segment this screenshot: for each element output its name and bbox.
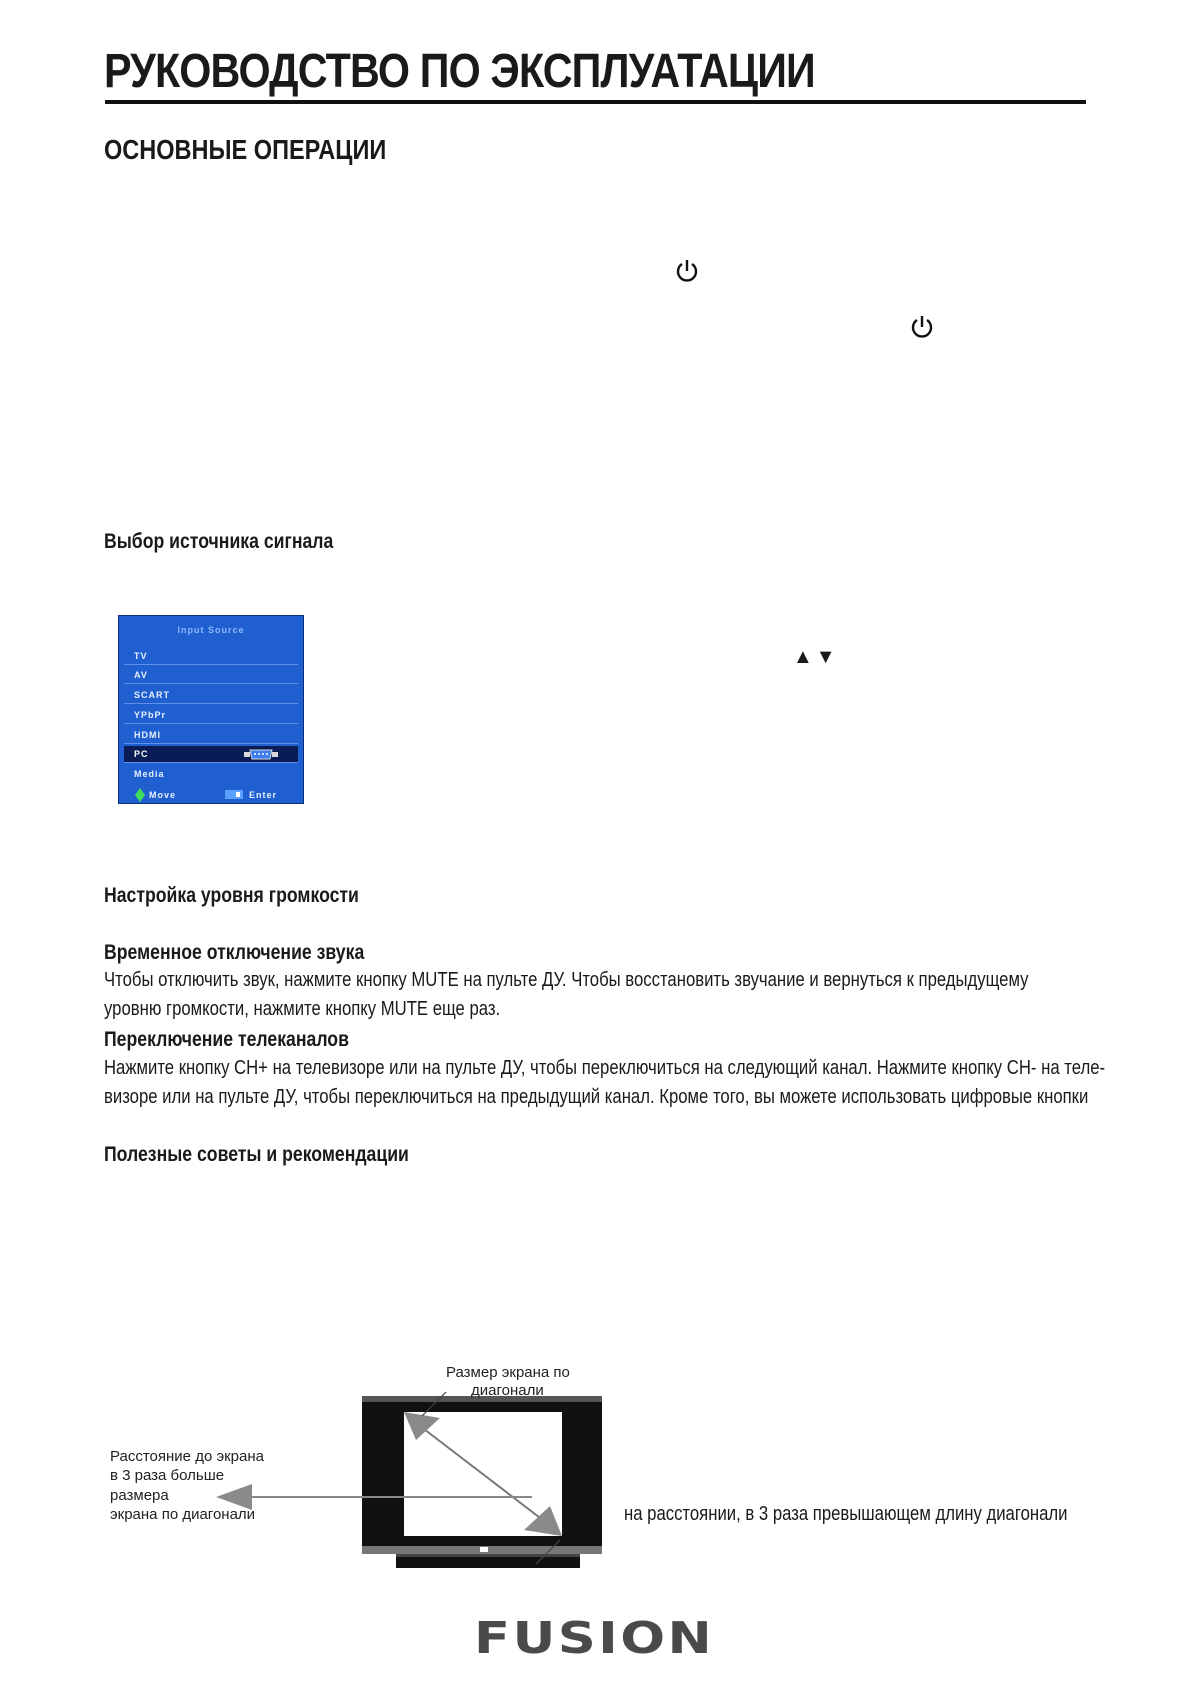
input-source-menu bbox=[118, 615, 304, 804]
mute-text-line2: уровню громкости, нажмите кнопку MUTE еще раз. bbox=[104, 998, 501, 1020]
mute-text-line1: Чтобы отключить звук, нажмите кнопку MUTE на пульте ДУ. Чтобы восстановить звучание и вернуться к предыдущему bbox=[104, 969, 1029, 991]
source-heading: Выбор источника сигнала bbox=[104, 530, 334, 553]
osd-item-ypbpr[interactable]: YPbPr bbox=[124, 707, 298, 724]
channel-heading: Переключение телеканалов bbox=[104, 1028, 349, 1051]
osd-footer bbox=[119, 787, 303, 803]
brand-logo: FUSION bbox=[474, 1613, 715, 1664]
volume-heading: Настройка уровня громкости bbox=[104, 884, 359, 907]
channel-text-line2: визоре или на пульте ДУ, чтобы переключиться на предыдущий канал. Кроме того, вы можете использовать цифровые кнопки bbox=[104, 1086, 1089, 1108]
page-title: РУКОВОДСТВО ПО ЭКСПЛУАТАЦИИ bbox=[104, 45, 815, 98]
channel-text-line1: Нажмите кнопку CH+ на телевизоре или на пульте ДУ, чтобы переключиться на следующий канал. Нажмите кнопку CH- на теле- bbox=[104, 1057, 1106, 1079]
osd-item-av[interactable]: AV bbox=[124, 667, 298, 684]
osd-enter-label: Enter bbox=[249, 790, 278, 800]
tips-heading: Полезные советы и рекомендации bbox=[104, 1143, 409, 1166]
distance-arrow bbox=[216, 1482, 536, 1512]
osd-title: Input Source bbox=[177, 625, 245, 635]
distance-label-1: Расстояние до экрана bbox=[110, 1448, 264, 1465]
diagram-caption: на расстоянии, в 3 раза превышающем длину диагонали bbox=[624, 1503, 1068, 1525]
osd-item-tv[interactable]: TV bbox=[124, 648, 298, 665]
power-icon bbox=[674, 258, 700, 284]
osd-move-label: Move bbox=[149, 790, 177, 800]
arrow-up-down-icon: ▲▼ bbox=[793, 646, 839, 668]
mute-heading: Временное отключение звука bbox=[104, 941, 365, 964]
enter-icon bbox=[225, 790, 243, 799]
osd-item-pc-label: PC bbox=[134, 749, 149, 759]
osd-item-media[interactable]: Media bbox=[134, 769, 165, 779]
diagonal-label-2: диагонали bbox=[471, 1382, 544, 1399]
move-icon bbox=[135, 788, 145, 802]
distance-label-2: в 3 раза больше bbox=[110, 1467, 225, 1484]
vga-connector-icon bbox=[244, 749, 278, 760]
diagonal-label-1: Размер экрана по bbox=[446, 1364, 570, 1381]
section-title: ОСНОВНЫЕ ОПЕРАЦИИ bbox=[104, 134, 387, 165]
osd-item-scart[interactable]: SCART bbox=[124, 687, 298, 704]
power-icon bbox=[909, 314, 935, 340]
distance-label-4: экрана по диагонали bbox=[110, 1506, 256, 1523]
title-divider bbox=[105, 100, 1086, 104]
distance-label-3: размера bbox=[110, 1487, 169, 1504]
osd-item-hdmi[interactable]: HDMI bbox=[124, 727, 298, 744]
osd-item-pc[interactable] bbox=[124, 746, 298, 763]
